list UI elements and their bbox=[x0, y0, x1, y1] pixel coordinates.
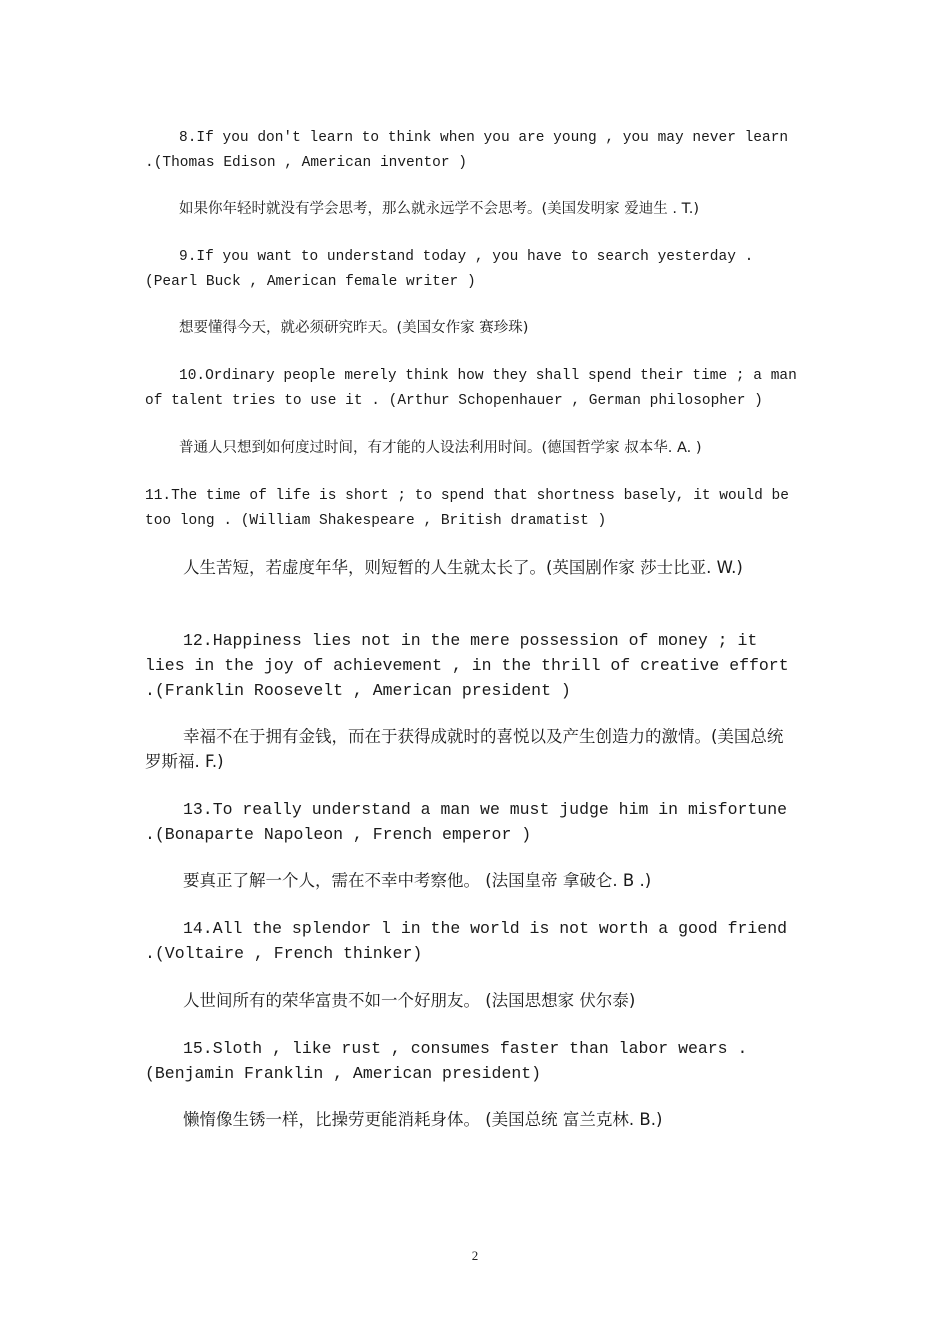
quote-9-chinese: 想要懂得今天，就必须研究昨天。(美国女作家 赛珍珠) bbox=[179, 320, 529, 336]
page-number: 2 bbox=[471, 1248, 479, 1263]
quote-15-chinese: 懒惰像生锈一样，比操劳更能消耗身体。 (美国总统 富兰克林. B.) bbox=[183, 1110, 663, 1129]
quote-13-english: 13.To really understand a man we must judge him in misfortune .(Bonaparte Napoleon , French emperor ) bbox=[145, 800, 797, 844]
quote-10-chinese: 普通人只想到如何度过时间，有才能的人设法利用时间。(德国哲学家 叔本华. A. ) bbox=[179, 440, 702, 456]
quote-15-english: 15.Sloth , like rust , consumes faster than labor wears .(Benjamin Franklin , American president) bbox=[145, 1039, 748, 1083]
quote-13-chinese: 要真正了解一个人，需在不幸中考察他。 (法国皇帝 拿破仑. B .) bbox=[183, 871, 652, 890]
quote-11-english: 11.The time of life is short ; to spend that shortness basely, it would be too long . (William Shakespeare , British dramatist ) bbox=[145, 488, 798, 529]
quote-12-english: 12.Happiness lies not in the mere possession of money ; it lies in the joy of achievement , in the thrill of creative effort .(Franklin Roosevelt , American president ) bbox=[145, 631, 799, 700]
quote-14-english: 14.All the splendor l in the world is not worth a good friend .(Voltaire , French thinker) bbox=[145, 919, 797, 963]
quote-8-english: 8.If you don′t learn to think when you are young , you may never learn .(Thomas Edison , American inventor ) bbox=[145, 130, 797, 171]
quote-11-chinese: 人生苦短，若虚度年华，则短暂的人生就太长了。(英国剧作家 莎士比亚. W.) bbox=[183, 558, 743, 577]
quote-9-english: 9.If you want to understand today , you have to search yesterday .(Pearl Buck , American female writer ) bbox=[145, 249, 754, 290]
quote-10-english: 10.Ordinary people merely think how they shall spend their time ; a man of talent tries to use it . (Arthur Schopenhauer , German philosopher ) bbox=[145, 368, 806, 409]
quote-8-chinese: 如果你年轻时就没有学会思考，那么就永远学不会思考。(美国发明家 爱迪生 . T.) bbox=[179, 201, 699, 217]
quote-12-chinese: 幸福不在于拥有金钱，而在于获得成就时的喜悦以及产生创造力的激情。(美国总统 罗斯福. F.) bbox=[145, 727, 789, 771]
quote-14-chinese: 人世间所有的荣华富贵不如一个好朋友。 (法国思想家 伏尔泰) bbox=[183, 991, 636, 1010]
